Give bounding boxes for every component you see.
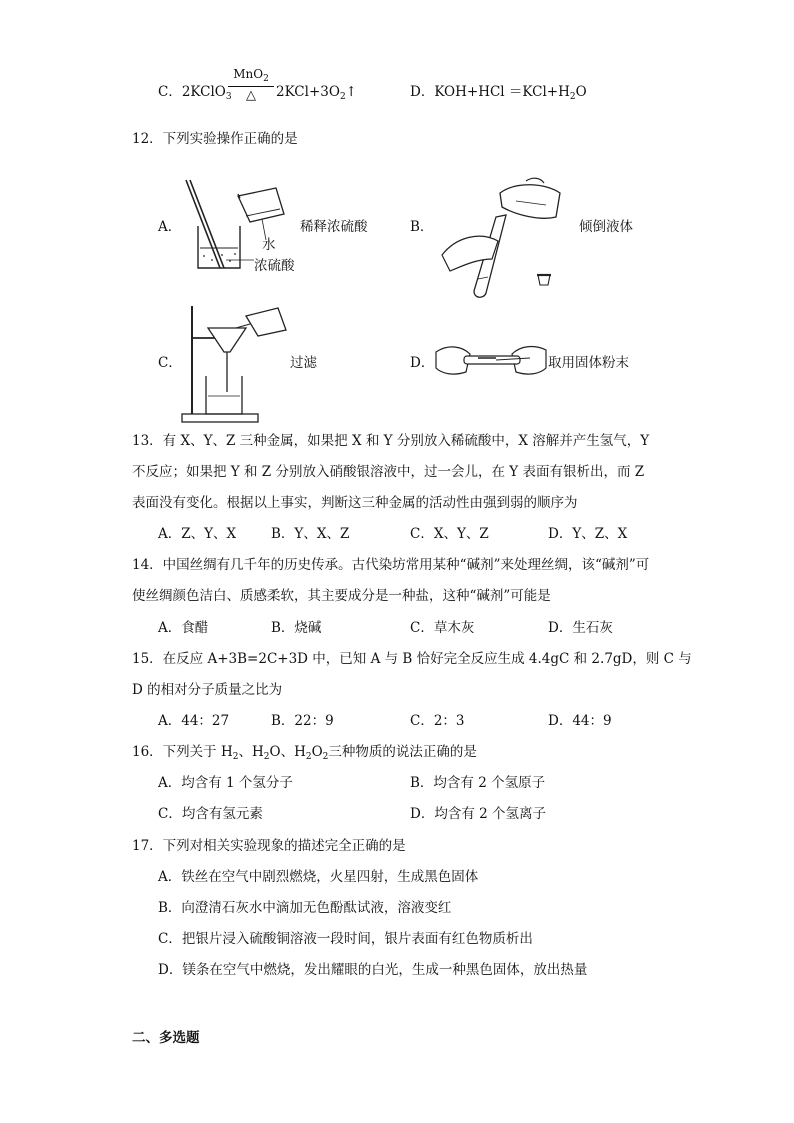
q11-option-c[interactable]: C．2KClO$_3$	[158, 84, 232, 102]
q14-option-b[interactable]: B．烧碱	[271, 620, 322, 636]
q15-option-b[interactable]: B．22：9	[271, 713, 334, 729]
q13-option-c[interactable]: C．X、Y、Z	[410, 526, 489, 542]
q15-option-c[interactable]: C．2：3	[410, 713, 465, 729]
q17-option-b[interactable]: B．向澄清石灰水中滴加无色酚酞试液，溶液变红	[158, 900, 452, 916]
q17-option-d[interactable]: D．镁条在空气中燃烧，发出耀眼的白光，生成一种黑色固体，放出热量	[158, 962, 588, 978]
q12-option-d-letter[interactable]: D．	[410, 355, 435, 371]
q12-option-a-caption: 稀释浓硫酸	[300, 219, 368, 235]
reactant: 2KClO	[181, 84, 226, 100]
powder-illustration	[434, 338, 548, 384]
q13-line2: 不反应；如果把 Y 和 Z 分别放入硝酸银溶液中，过一会儿，在 Y 表面有银析出，而 Z	[132, 464, 645, 480]
q15-option-d[interactable]: D．44：9	[548, 713, 612, 729]
q15-line1: 15．在反应 A+3B=2C+3D 中，已知 A 与 B 恰好完全反应生成 4.4gC 和 2.7gD，则 C 与	[132, 651, 692, 667]
q14-line1: 14．中国丝绸有几千年的历史传承。古代染坊常用某种“碱剂”来处理丝绸，该“碱剂”可	[132, 557, 650, 573]
q11-option-d[interactable]: D．$KOH+HCl =KCl+H_2O$	[410, 84, 587, 102]
q12-stem: 12．下列实验操作正确的是	[132, 131, 298, 147]
q14-line2: 使丝绸颜色洁白、质感柔软，其主要成分是一种盐，这种“碱剂”可能是	[132, 588, 551, 604]
pour-liquid-illustration	[436, 175, 576, 300]
q14-option-c[interactable]: C．草木灰	[410, 620, 475, 636]
q13-option-a[interactable]: A．Z、Y、X	[158, 526, 237, 542]
q16-option-c[interactable]: C．均含有氢元素	[158, 806, 263, 822]
q12-option-b-letter[interactable]: B．	[410, 219, 434, 235]
q16-option-a[interactable]: A．均含有 1 个氢分子	[158, 775, 293, 791]
q12-option-a-letter[interactable]: A．	[158, 219, 182, 235]
water-label: 水	[262, 237, 276, 253]
q14-option-a[interactable]: A．食醋	[158, 620, 209, 636]
q12-option-c-letter[interactable]: C．	[158, 355, 182, 371]
q16-option-b[interactable]: B．均含有 2 个氢原子	[410, 775, 546, 791]
q13-option-b[interactable]: B．Y、X、Z	[271, 526, 350, 542]
q12-option-b-caption: 倾倒液体	[579, 219, 633, 235]
gas-arrow-icon: ↑	[345, 84, 357, 100]
q17-option-a[interactable]: A．铁丝在空气中剧烈燃烧，火星四射，生成黑色固体	[158, 869, 479, 885]
q13-line1: 13．有 X、Y、Z 三种金属，如果把 X 和 Y 分别放入稀硫酸中，X 溶解并产生氢气，Y	[132, 433, 650, 449]
q12-option-c-caption: 过滤	[290, 355, 317, 371]
q17-option-c[interactable]: C．把银片浸入硫酸铜溶液一段时间，银片表面有红色物质析出	[158, 931, 533, 947]
section-title: 二、多选题	[132, 1030, 200, 1046]
q12-option-d-caption: 取用固体粉末	[548, 355, 629, 371]
q15-option-a[interactable]: A．44：27	[158, 713, 230, 729]
q13-line3: 表面没有变化。根据以上事实，判断这三种金属的活动性由强到弱的顺序为	[132, 495, 578, 511]
products: $2KCl+3O_2↑$	[276, 84, 357, 102]
q14-option-d[interactable]: D．生石灰	[548, 620, 613, 636]
q15-line2: D 的相对分子质量之比为	[132, 682, 283, 698]
q16-option-d[interactable]: D．均含有 2 个氢离子	[410, 806, 546, 822]
q13-option-d[interactable]: D．Y、Z、X	[548, 526, 628, 542]
option-letter: C．	[158, 84, 182, 100]
q16-stem: 16．下列关于 $H_2$、$H_2O$、$H_2O_2$三种物质的说法正确的是	[132, 744, 477, 762]
filtration-illustration	[180, 302, 290, 424]
q17-stem: 17．下列对相关实验现象的描述完全正确的是	[132, 838, 406, 854]
acid-label: 浓硫酸	[254, 258, 295, 274]
